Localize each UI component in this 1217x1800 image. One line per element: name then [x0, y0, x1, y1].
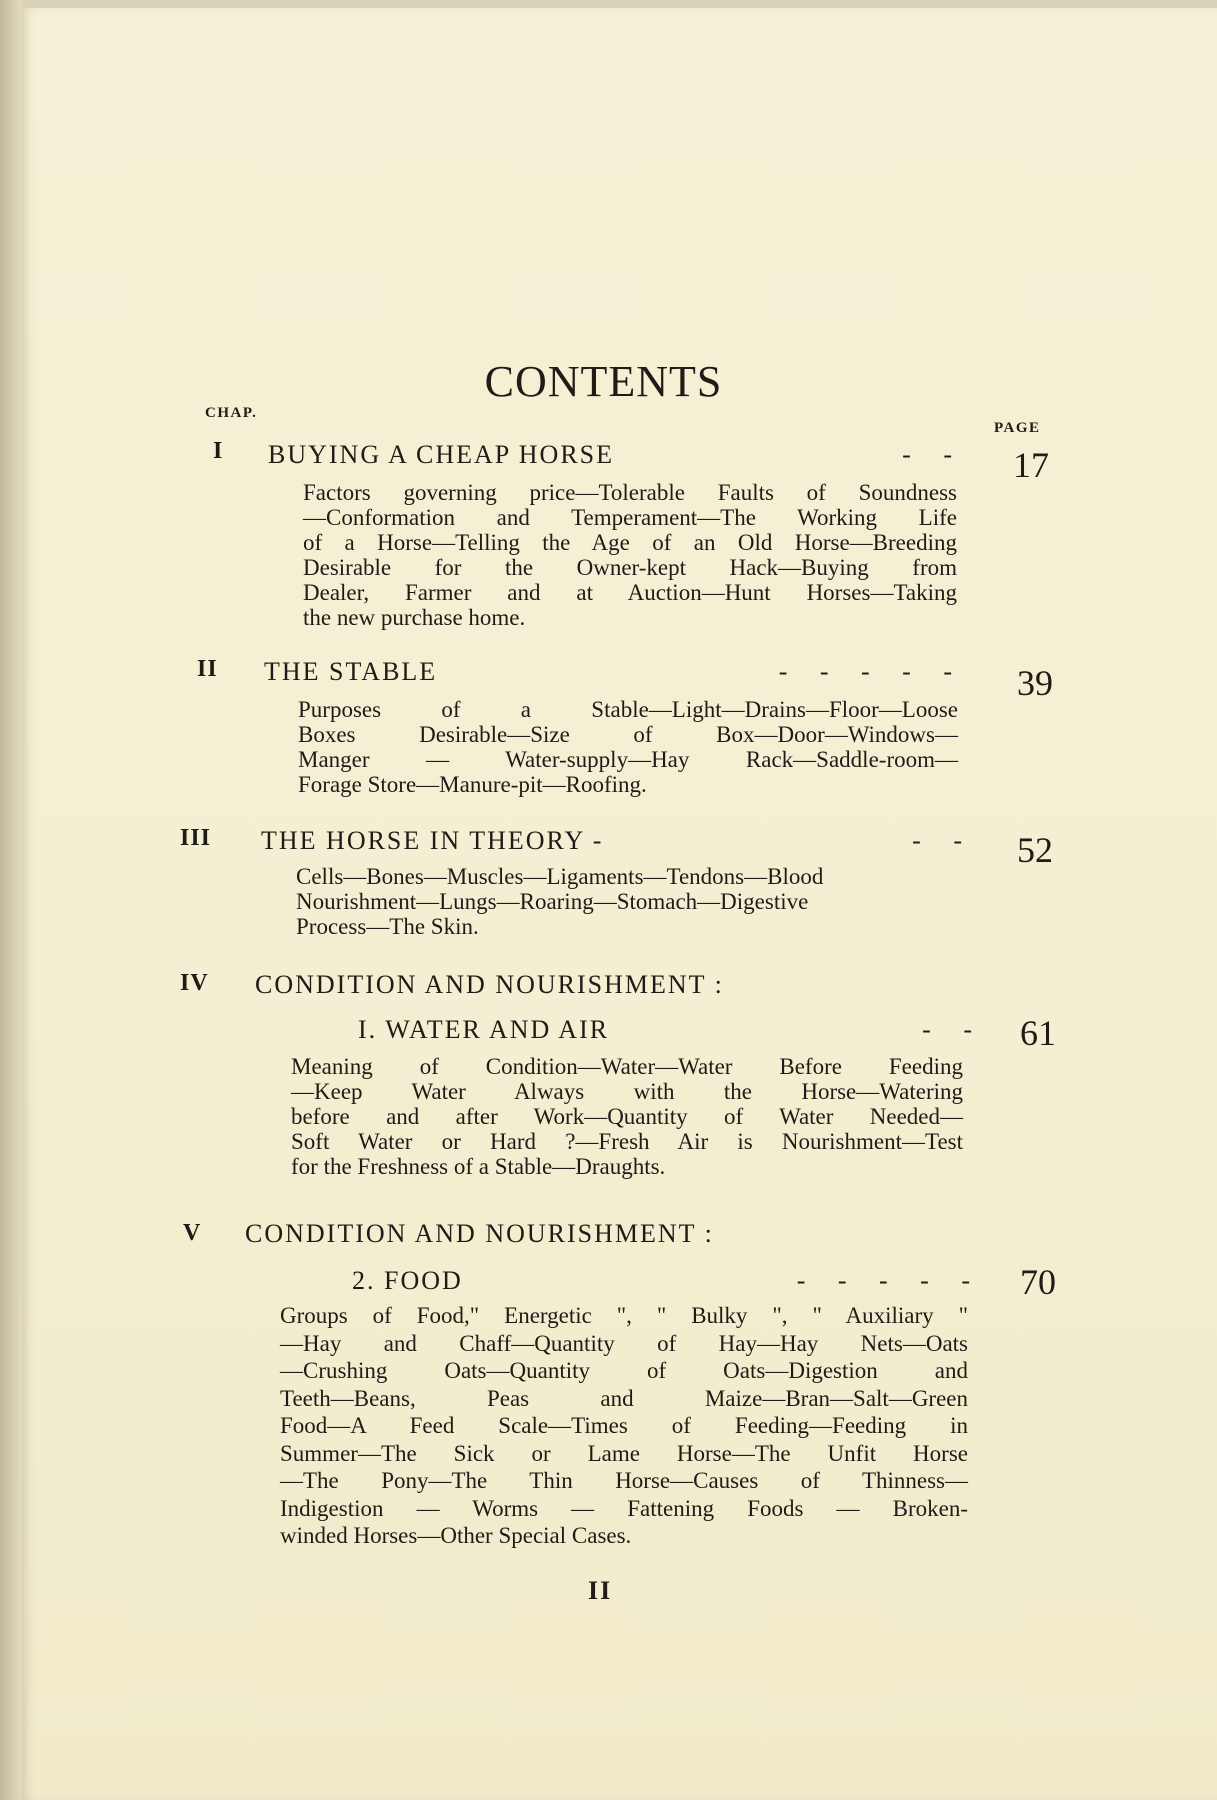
- description-line: —Conformation and Temperament—The Working Life: [303, 505, 957, 530]
- description-line: Teeth—Beans, Peas and Maize—Bran—Salt—Green: [280, 1385, 968, 1411]
- chapter-number: I: [213, 438, 224, 464]
- chapter-subheading: I. WATER AND AIR: [358, 1015, 610, 1044]
- page-number: 61: [1020, 1013, 1056, 1053]
- leader-dashes: - - - - -: [778, 657, 952, 686]
- description-line: Food—A Feed Scale—Times of Feeding—Feeding in: [280, 1413, 968, 1438]
- description-line: Dealer, Farmer and at Auction—Hunt Horses—Taking: [303, 580, 957, 605]
- page-number: 39: [1017, 663, 1053, 703]
- chap-column-label: CHAP.: [205, 405, 258, 421]
- description-line: Cells—Bones—Muscles—Ligaments—Tendons—Blood: [296, 864, 824, 889]
- description-line: Groups of Food," Energetic ", " Bulky ", " Auxiliary ": [280, 1303, 968, 1328]
- description-line: Manger — Water-supply—Hay Rack—Saddle-room—: [298, 747, 958, 772]
- page-title-text: CONTENTS: [484, 357, 723, 406]
- leader-dashes: - -: [902, 440, 952, 469]
- chapter-number: IV: [180, 970, 209, 996]
- chapter-heading: THE HORSE IN THEORY -: [261, 826, 604, 855]
- chapter-description: [303, 480, 957, 630]
- description-line: —Crushing Oats—Quantity of Oats—Digestion and: [280, 1358, 968, 1383]
- description-line: for the Freshness of a Stable—Draughts.: [291, 1154, 666, 1179]
- chapter-heading: CONDITION AND NOURISHMENT :: [245, 1219, 714, 1248]
- page-title: [0, 356, 1217, 407]
- page-number: 17: [1013, 445, 1049, 485]
- chapter-description: [296, 864, 948, 939]
- description-line: Boxes Desirable—Size of Box—Door—Windows—: [298, 722, 958, 747]
- chapter-number: II: [197, 656, 218, 682]
- chapter-heading: THE STABLE: [264, 657, 438, 686]
- description-line: winded Horses—Other Special Cases.: [280, 1523, 632, 1548]
- description-line: Soft Water or Hard ?—Fresh Air is Nourishment—Test: [291, 1129, 963, 1154]
- page-number: 70: [1020, 1262, 1056, 1302]
- description-line: Purposes of a Stable—Light—Drains—Floor—Loose: [298, 697, 958, 722]
- chapter-description: [298, 697, 958, 797]
- description-line: Nourishment—Lungs—Roaring—Stomach—Digestive: [296, 889, 809, 914]
- description-line: the new purchase home.: [303, 605, 526, 630]
- chapter-description: [291, 1054, 963, 1179]
- leader-dashes: - - - - -: [796, 1266, 970, 1295]
- description-line: —Keep Water Always with the Horse—Watering: [291, 1079, 963, 1104]
- description-line: Desirable for the Owner-kept Hack—Buying from: [303, 555, 957, 580]
- leader-dashes: - -: [912, 826, 962, 855]
- description-line: —Hay and Chaff—Quantity of Hay—Hay Nets—Oats: [280, 1330, 968, 1356]
- description-line: Indigestion — Worms — Fattening Foods — Broken-: [280, 1495, 968, 1521]
- description-line: of a Horse—Telling the Age of an Old Horse—Breeding: [303, 530, 957, 555]
- chapter-heading: CONDITION AND NOURISHMENT :: [255, 970, 724, 999]
- description-line: Process—The Skin.: [296, 914, 479, 939]
- description-line: Forage Store—Manure-pit—Roofing.: [298, 772, 647, 797]
- page-folio: II: [588, 1576, 613, 1605]
- description-line: Meaning of Condition—Water—Water Before Feeding: [291, 1054, 963, 1079]
- description-line: before and after Work—Quantity of Water Needed—: [291, 1104, 963, 1129]
- description-line: —The Pony—The Thin Horse—Causes of Thinness—: [280, 1468, 968, 1493]
- page-gutter-shadow: [0, 0, 22, 1800]
- chapter-description: [280, 1302, 968, 1550]
- leader-dashes: - -: [922, 1015, 972, 1044]
- description-line: Factors governing price—Tolerable Faults of Soundness: [303, 480, 957, 505]
- page-column-label: PAGE: [994, 420, 1041, 436]
- description-line: Summer—The Sick or Lame Horse—The Unfit Horse: [280, 1440, 968, 1466]
- page-number: 52: [1017, 830, 1053, 870]
- chapter-number: III: [180, 825, 212, 851]
- chapter-number: V: [183, 1220, 202, 1246]
- chapter-subheading: 2. FOOD: [352, 1266, 463, 1295]
- chapter-heading: BUYING A CHEAP HORSE: [268, 440, 615, 469]
